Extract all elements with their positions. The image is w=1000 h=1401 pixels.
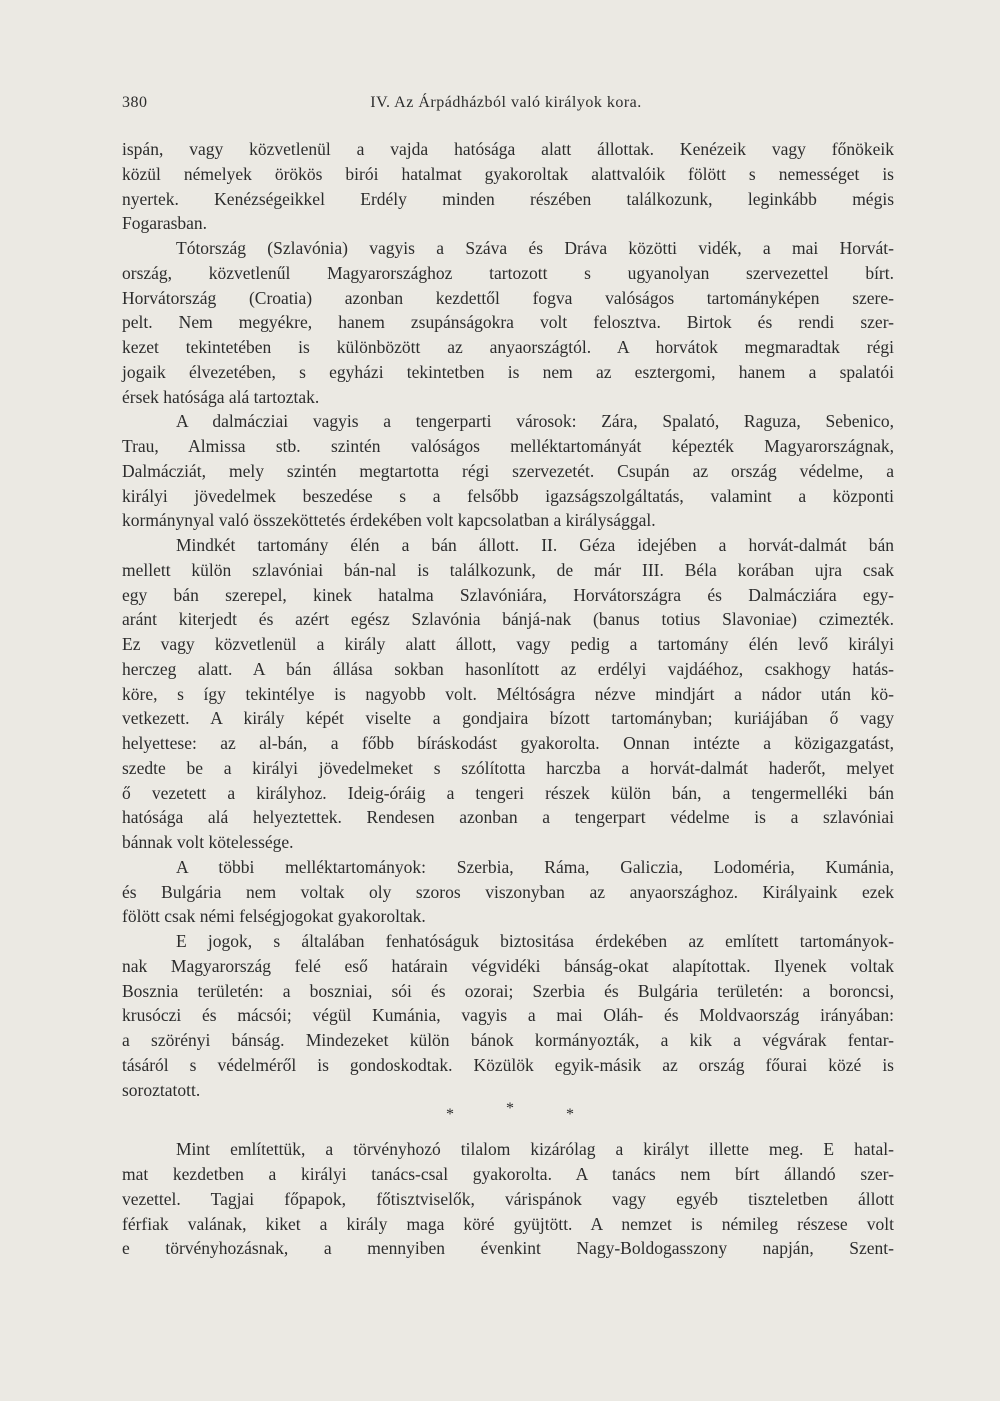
text-line: ország, közvetlenűl Magyarországhoz tartozott s ugyanolyan szervezettel bírt.: [122, 262, 894, 283]
text-line: helyettese: az al-bán, a főbb bíráskodást gyakorolta. Onnan intézte a közigazgatást,: [122, 733, 894, 753]
text-line: Fogarasban.: [122, 213, 208, 234]
text-line: szedte be a királyi jövedelmeket s szólította harczba a horvát-dalmát haderőt, melyet: [122, 757, 894, 778]
section-separator: [122, 1102, 894, 1129]
text-line: krusóczi és mácsói; végül Kumánia, vagyis a mai Oláh- és Moldvaország irányában:: [122, 1005, 894, 1026]
text-line: e törvényhozásnak, a mennyiben évenkint Nagy-Boldogasszony napján, Szent-: [122, 1238, 894, 1259]
text-line: jogaik élvezetében, s egyházi tekintetben is nem az esztergomi, hanem a spalatói: [122, 361, 894, 382]
paragraph: [122, 855, 894, 929]
separator-star: *: [566, 1106, 574, 1124]
paragraph: [122, 533, 894, 855]
paragraph: [122, 236, 894, 409]
paragraph: [122, 409, 894, 533]
separator-star: *: [446, 1106, 454, 1124]
text-line: közül némelyek örökös birói hatalmat gyakoroltak alattvalóik fölött s nemességet is: [122, 163, 894, 184]
text-line: ő vezetett a királyhoz. Ideig-óráig a tengeri részek külön bán, a tengermelléki bán: [122, 782, 894, 803]
text-line: A többi melléktartományok: Szerbia, Ráma, Galiczia, Lodoméria, Kumánia,: [176, 856, 894, 877]
text-line: Tótország (Szlavónia) vagyis a Száva és Dráva közötti vidék, a mai Horvát-: [176, 238, 894, 258]
page-number: 380: [122, 94, 148, 111]
text-line: érsek hatósága alá tartoztak.: [122, 386, 320, 407]
text-line: kormánynyal való összeköttetés érdekében volt kapcsolatban a királysággal.: [122, 510, 656, 531]
body-text: [122, 137, 894, 1261]
text-line: királyi jövedelmek beszedése s a felsőbb igazságszolgáltatás, valamint a központi: [122, 485, 894, 506]
text-line: a szörényi bánság. Mindezeket külön bánok kormányozták, a kik a végvárak fentar-: [122, 1030, 894, 1050]
text-line: egy bán szerepel, kinek hatalma Szlavóniára, Horvátországra és Dalmácziára egy-: [122, 584, 894, 605]
text-line: herczeg alatt. A bán állása sokban hasonlított az erdélyi vajdáéhoz, csakhogy hatás-: [122, 658, 894, 679]
text-line: fölött csak némi felségjogokat gyakoroltak.: [122, 906, 426, 927]
text-line: tásáról s védelméről is gondoskodtak. Közülök egyik-másik az ország főurai közé is: [122, 1054, 894, 1075]
text-line: vezettel. Tagjai főpapok, főtisztviselők, várispánok vagy egyéb tiszteletben állott: [122, 1188, 894, 1209]
separator-star: *: [506, 1100, 514, 1118]
text-line: mellett külön szlavóniai bán-nal is találkozunk, de már III. Béla korában ujra csak: [122, 559, 894, 580]
running-head: IV. Az Árpádházból való királyok kora.: [370, 94, 642, 111]
text-line: vetkezett. A király képét viselte a gondjaira bízott tartományban; kuriájában ő vagy: [122, 708, 894, 729]
text-line: Trau, Almissa stb. szintén valóságos melléktartományát képezték Magyarországnak,: [122, 436, 894, 456]
paragraph: [122, 929, 894, 1102]
page-header: [122, 94, 890, 116]
text-line: nak Magyarország felé eső határain végvidéki bánság-okat alapítottak. Ilyenek voltak: [122, 955, 894, 976]
text-line: aránt kiterjedt és azért egész Szlavónia bánjá-nak (banus totius Slavoniae) czimezték.: [122, 609, 894, 630]
text-line: Horvátország (Croatia) azonban kezdettől fogva valóságos tartományképen szere-: [122, 287, 894, 308]
text-line: E jogok, s általában fenhatóságuk biztositása érdekében az említett tartományok-: [176, 931, 894, 951]
paragraph: [122, 1137, 894, 1261]
paragraph: [122, 137, 894, 236]
text-line: hatósága alá helyeztettek. Rendesen azonban a tengerpart védelme is a szlavóniai: [122, 807, 894, 828]
text-line: A dalmácziai vagyis a tengerparti városok: Zára, Spalató, Raguza, Sebenico,: [176, 411, 894, 432]
text-line: és Bulgária nem voltak oly szoros viszonyban az anyaországhoz. Királyaink ezek: [122, 881, 894, 902]
text-line: mat kezdetben a királyi tanács-csal gyakorolta. A tanács nem bírt állandó szer-: [122, 1164, 894, 1184]
text-line: Mint említettük, a törvényhozó tilalom kizárólag a királyt illette meg. E hatal-: [176, 1139, 894, 1160]
text-line: köre, s így tekintélye is nagyobb volt. Méltóságra nézve mindjárt a nádor után kö-: [122, 683, 894, 704]
text-line: ispán, vagy közvetlenül a vajda hatósága alatt állottak. Kenézeik vagy főnökeik: [122, 139, 894, 159]
text-line: Mindkét tartomány élén a bán állott. II. Géza idejében a horvát-dalmát bán: [176, 535, 894, 555]
text-line: kezet tekintetében is különbözött az anyaországtól. A horvátok megmaradtak régi: [122, 337, 894, 357]
text-line: férfiak valának, kiket a király maga köré gyüjtött. A nemzet is némileg részese volt: [122, 1213, 894, 1234]
text-line: bánnak volt kötelessége.: [122, 832, 294, 852]
text-line: soroztatott.: [122, 1079, 201, 1100]
text-line: Dalmácziát, mely szintén megtartotta régi szervezetét. Csupán az ország védelme, a: [122, 460, 894, 481]
text-line: Bosznia területén: a boszniai, sói és ozorai; Szerbia és Bulgária területén: a boroncsi,: [122, 980, 894, 1001]
text-line: nyertek. Kenézségeikkel Erdély minden részében találkozunk, leginkább mégis: [122, 188, 894, 209]
text-line: Ez vagy közvetlenül a király alatt állott, vagy pedig a tartomány élén levő királyi: [122, 634, 894, 654]
text-line: pelt. Nem megyékre, hanem zsupánságokra volt felosztva. Birtok és rendi szer-: [122, 312, 894, 333]
